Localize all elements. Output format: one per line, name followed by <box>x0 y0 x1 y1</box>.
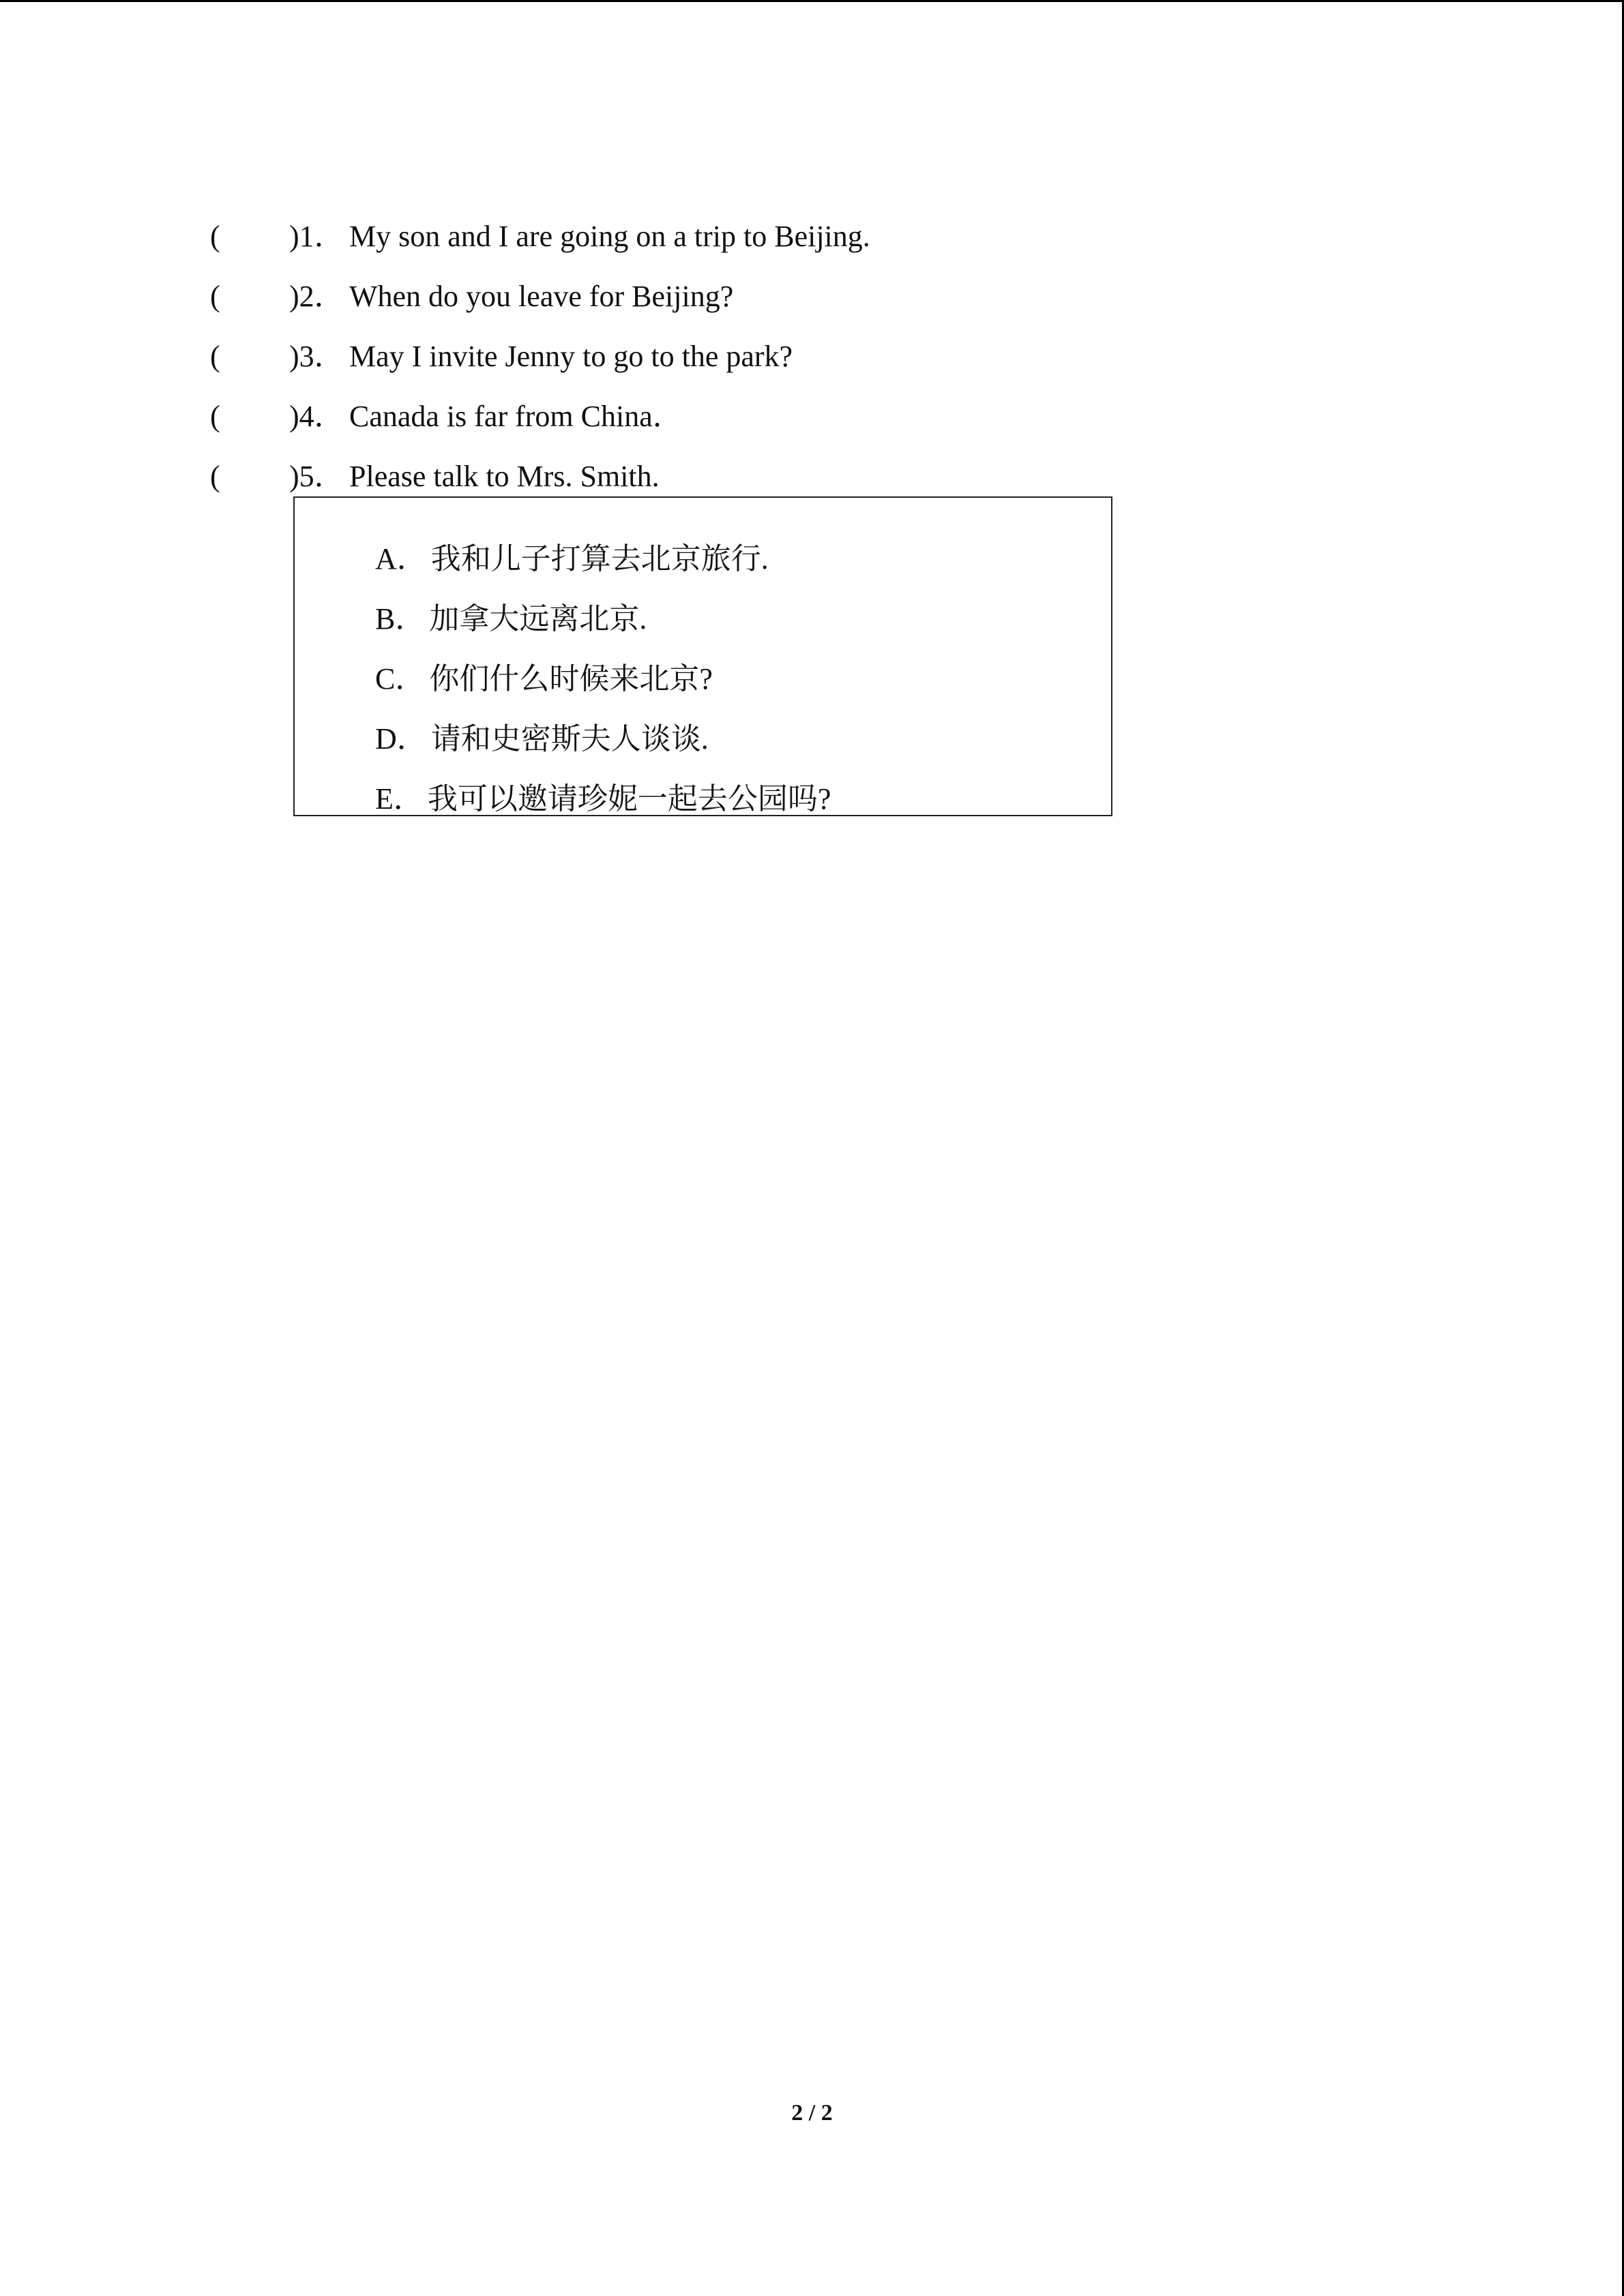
question-number: )5． <box>289 460 344 493</box>
question-text: Canada is far from China． <box>349 400 683 433</box>
answer-bracket: ( <box>210 280 220 313</box>
option-text: 我和儿子打算去北京旅行. <box>430 542 769 576</box>
option-text: 加拿大远离北京. <box>429 602 647 636</box>
question-text: My son and I are going on a trip to Beijing. <box>349 220 870 253</box>
question-text: May I invite Jenny to go to the park? <box>349 340 793 373</box>
option-letter: B． <box>375 602 426 636</box>
page-number: 2 / 2 <box>791 2100 833 2126</box>
question-number: )2． <box>289 280 344 313</box>
option-text: 请和史密斯夫人谈谈. <box>430 722 709 756</box>
question-number: )3． <box>289 340 344 373</box>
answer-bracket: ( <box>210 340 220 373</box>
answer-bracket: ( <box>210 400 220 433</box>
question-text: When do you leave for Beijing? <box>349 280 734 313</box>
option-text: 我可以邀请珍妮一起去公园吗? <box>427 782 831 816</box>
option-letter: C． <box>375 662 426 696</box>
answer-bracket: ( <box>210 220 220 253</box>
question-number: )1． <box>289 220 344 253</box>
page-top-border <box>0 0 1624 2</box>
answer-bracket: ( <box>210 460 220 493</box>
question-text: Please talk to Mrs. Smith. <box>349 460 660 493</box>
option-text: 你们什么时候来北京? <box>429 662 713 696</box>
answer-option <box>375 775 831 823</box>
answer-options-box <box>293 496 1112 816</box>
answer-option <box>375 655 713 703</box>
answer-option <box>375 715 709 763</box>
option-letter: A． <box>375 542 427 576</box>
question-number: )4． <box>289 400 344 433</box>
answer-option <box>375 535 769 583</box>
option-letter: D． <box>375 722 427 756</box>
option-letter: E． <box>375 782 424 816</box>
answer-option <box>375 595 647 643</box>
